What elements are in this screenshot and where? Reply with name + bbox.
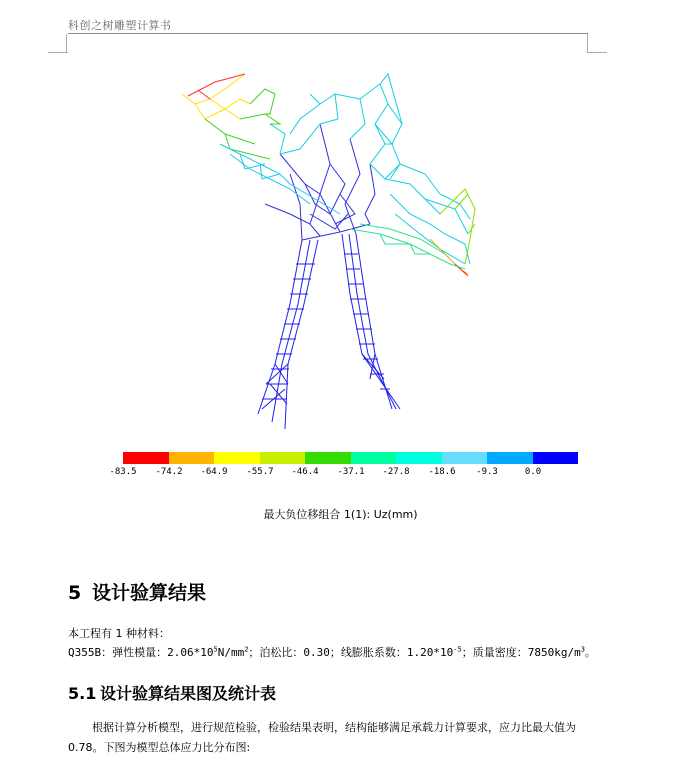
crown-core [265,124,375,240]
margin-mark-right-h [587,52,607,53]
scale-segment [123,452,169,464]
header-rule [68,33,588,34]
material-exp: 3 [580,645,585,654]
scale-tick-label: -83.5 [109,467,137,477]
body-paragraph: 根据计算分析模型，进行规范检验，检验结果表明，结构能够满足承载力计算要求，应力比最大值为0.78。下图为模型总体应力比分布图: [68,721,576,754]
section-heading [68,578,206,605]
scale-tick-label: -64.9 [200,467,228,477]
scale-segment [169,452,215,464]
scale-tick-label: -37.1 [337,467,365,477]
crown-upper [270,74,470,264]
scale-tick-label: -55.7 [246,467,274,477]
material-exp: 2 [244,645,249,654]
section-number: 5 [68,582,82,604]
scale-tick-label: -18.6 [428,467,456,477]
scale-segment [533,452,579,464]
material-text: N/mm [217,646,245,659]
scale-segment [305,452,351,464]
scale-tick-label: 0.0 [524,467,542,477]
displacement-model-figure [170,64,490,434]
subsection-heading [68,681,276,704]
trunk-right-leg [342,234,400,409]
material-exp: 5 [213,645,218,654]
material-exp: -5 [453,645,462,654]
section-title: 设计验算结果 [92,582,207,604]
scale-tick-label: -9.3 [476,467,498,477]
crown-left-wing [182,74,250,119]
material-properties [68,644,596,660]
trunk-left-leg [258,240,318,429]
subsection-number: 5.1 [68,684,97,703]
material-text: ；泊松比：0.30；线膨胀系数：1.20*10 [248,646,454,659]
scale-segment [396,452,442,464]
scale-segment [351,452,397,464]
figure-caption: 最大负位移组合 1(1): Uz(mm) [263,508,418,521]
scale-segment [487,452,533,464]
material-text: Q355B：弹性模量：2.06*10 [68,646,214,659]
material-text: 。 [584,646,596,659]
material-intro: 本工程有 1 种材料： [68,627,170,640]
material-text: ；质量密度：7850kg/m [461,646,581,659]
margin-mark-left [48,34,67,52]
subsection-title: 设计验算结果图及统计表 [100,684,277,703]
color-scale-ticks [109,467,542,479]
scale-segment [260,452,306,464]
crown-right-tip [440,189,475,264]
scale-segment [214,452,260,464]
scale-segment [442,452,488,464]
margin-mark-right [587,34,606,52]
scale-tick-label: -46.4 [291,467,319,477]
scale-tick-label: -74.2 [155,467,183,477]
color-scale-bar [123,452,578,464]
scale-tick-label: -27.8 [382,467,410,477]
margin-mark-left-h [48,52,68,53]
header-title: 科创之树雕塑计算书 [68,19,172,32]
crown-left-mid [205,89,280,159]
crown-lower-right [350,224,465,269]
